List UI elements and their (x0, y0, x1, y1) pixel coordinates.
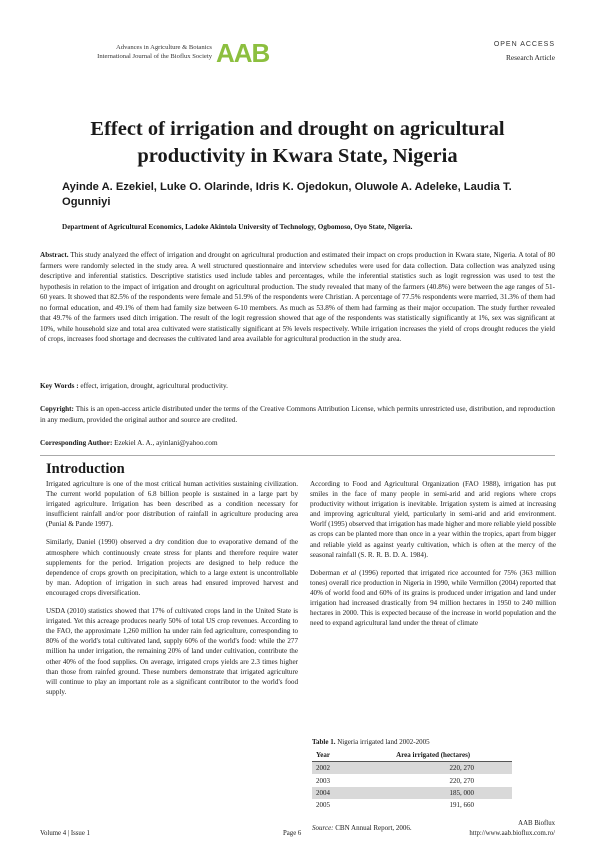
corresponding-label: Corresponding Author: (40, 439, 113, 447)
table-cell: 2005 (316, 801, 330, 810)
paragraph-rest: (1996) reported that irrigated rice accounted for 75% (363 million tones) overall rice production in Nigeria in 1990, while Vermillon (2004) reported that 40% of world food and 60% of its grains is produced under irrigation and land under irrigation had increased drastically from 94 million hectares in 1950 to 240 million hectares in 2000. This is expected because of the increase in world population and the need to expand agricultural land under the threat of climate (310, 568, 556, 628)
open-access-badge: OPEN ACCESS (493, 41, 555, 48)
table-caption (312, 738, 430, 746)
paragraph: Irrigated agriculture is one of the most critical human activities sustaining civilization. The current world population of 6.8 billion people is sustained in a large part by irrigated agriculture. Irrigation has been described as a condition necessary for insufficient rainfall and/or poor distribution of rainfall in agriculture producing area (Punial & Pande 1997). (46, 480, 298, 529)
copyright-label: Copyright: (40, 405, 74, 413)
abstract (40, 250, 555, 345)
footer-volume: Volume 4 | Issue 1 (40, 830, 90, 837)
table-row (312, 774, 512, 786)
corresponding-text: Ezekiel A. A., ayinlani@yahoo.com (114, 439, 218, 447)
footer-journal: AAB Bioflux (518, 820, 555, 827)
paragraph-lead: Doberman (310, 568, 343, 577)
table-row (312, 799, 512, 811)
footer-url[interactable]: http://www.aab.bioflux.com.ro/ (469, 830, 555, 837)
table-row (312, 762, 512, 775)
table-source-text: CBN Annual Report, 2006. (335, 824, 412, 832)
table-caption-text: Nigeria irrigated land 2002-2005 (337, 738, 430, 746)
abstract-text: This study analyzed the effect of irrigation and drought on agricultural production and estimated their impact on crops production in Kwara state, Nigeria. A total of 80 farmers were randomly selected in the study area. A well structured questionnaire and interview schedules were used for data collection. Data collection was analyzed using descriptive and inferential statistics. Descriptive statistics used include tables and percentages, while the inferential statistics such as logit regression was used to test the hypothesis in relation to the impact of irrigation and drought on agricultural production. The study revealed that many of the farmers (40.8%) were between the age ranges of 51-60 years. It showed that 82.5% of the respondents were female and 51.9% of the respondents were Christian. A percentage of 77.5% respondents were married, 31.3% of them had no formal education, and 49.1% of them had family size between 6-10 members. As much as 53.8% of them had farming as their major occupation. The study further revealed that 49.7% of the farmers used ditch irrigation. The result of the logit regression showed that age of the respondents was statistically significantly at 1%, sex was significant at 10%, while household size and total area cultivated were statistically significant at 5% levels respectively. While irrigation increases the yield of crops drought reduces the yield of crops, increases food shortage and decreases the cultivated land area available for agricultural production in the study area. (40, 251, 555, 343)
paper-title: Effect of irrigation and drought on agricultural productivity in Kwara State, Nigeria (90, 118, 505, 167)
table-row (312, 787, 512, 799)
article-type: Research Article (505, 53, 555, 62)
footer-page: Page 6 (283, 830, 302, 837)
table-caption-label: Table 1. (312, 738, 336, 746)
copyright-text: This is an open-access article distributed under the terms of the Creative Commons Attribution License, which permits unrestricted use, distribution, and reproduction in any medium, provided the original author and source are credited. (40, 405, 556, 424)
journal-line-1: Advances in Agriculture & Botanics (116, 44, 212, 51)
irrigated-land-table (312, 749, 512, 812)
paragraph: Similarly, Daniel (1990) observed a dry condition due to evaporative demand of the atmosphere which continuously create stress for plants and therefore require water supplements for the period. Irrigation projects are designed to help reduce the dependence of crops growth on precipitation, which to a large extent is uncontrollable by man. Adoption of irrigation in such areas had ensured improved harvest and encouraged crops diversification. (46, 538, 298, 597)
journal-line-2: International Journal of the Bioflux Society (97, 53, 212, 60)
author-list: Ayinde A. Ezekiel, Luke O. Olarinde, Idris K. Ojedokun, Oluwole A. Adeleke, Laudia T. Ogunniyi (62, 181, 512, 208)
paragraph (310, 568, 556, 629)
table-cell: 191, 660 (449, 801, 474, 810)
paragraph: According to Food and Agricultural Organization (FAO 1988), irrigation has put smiles in the face of many people in semi-arid and arid regions where crops productivity without irrigation is inevitable. Irrigation system is aimed at increasing and improving agricultural yield, particularly in semi-arid and arid environment. Worlf (1995) observed that irrigation has made higher and more reliable yield possible as crops can be planted more than once in a year within the tropics, apart from bigger and reliable yield as against yearly cultivation, which is often at the mercy of the seasonal rainfall (S. R. R. B. D. A. 1984). (310, 480, 556, 559)
paragraph: USDA (2010) statistics showed that 17% of cultivated crops land in the United State is irrigated. Yet this acreage produces nearly 50% of total US crop revenues. According to the FAO, the approximate 1,260 million ha under rain fed agriculture, corresponding to 80% of the world's total cultivated land, supply 60% of the world's food: while the 277 million ha under irrigation, the remaining 20% of land under cultivation, contribute the other 40% of the food supplies. On average, irrigated crops yields are 2.3 times higher than those from rainfed ground. These numbers demonstrate that irrigated agriculture will continue to play an important role as a significant contributor to the world's food supply. (46, 607, 298, 696)
table-cell: 185, 000 (354, 787, 512, 799)
column-header-year: Year (312, 749, 354, 762)
keywords-text: effect, irrigation, drought, agricultural productivity. (80, 382, 228, 390)
table-source-label: Source: (312, 824, 334, 832)
copyright (40, 404, 555, 425)
section-heading: Introduction (46, 461, 125, 477)
column-left (46, 479, 298, 705)
column-header-area: Area irrigated (hectares) (354, 749, 512, 762)
table-cell: 220, 270 (354, 762, 512, 775)
table-header-row (312, 749, 512, 762)
corresponding-author (40, 438, 555, 449)
keywords (40, 381, 555, 392)
table-cell: 2003 (316, 776, 330, 785)
affiliation: Department of Agricultural Economics, Ladoke Akintola University of Technology, Ogbomoso, Oyo State, Nigeria. (62, 223, 413, 231)
column-right (310, 479, 556, 636)
table-source (312, 824, 412, 832)
table-cell: 2004 (312, 787, 354, 799)
journal-logo: AAB (216, 38, 270, 68)
divider (40, 455, 555, 456)
abstract-label: Abstract. (40, 251, 69, 259)
et-al: et al (342, 568, 357, 577)
keywords-label: Key Words : (40, 382, 79, 390)
table-cell: 2002 (312, 762, 354, 775)
journal-name (88, 43, 212, 61)
table-cell: 220, 270 (449, 776, 474, 785)
